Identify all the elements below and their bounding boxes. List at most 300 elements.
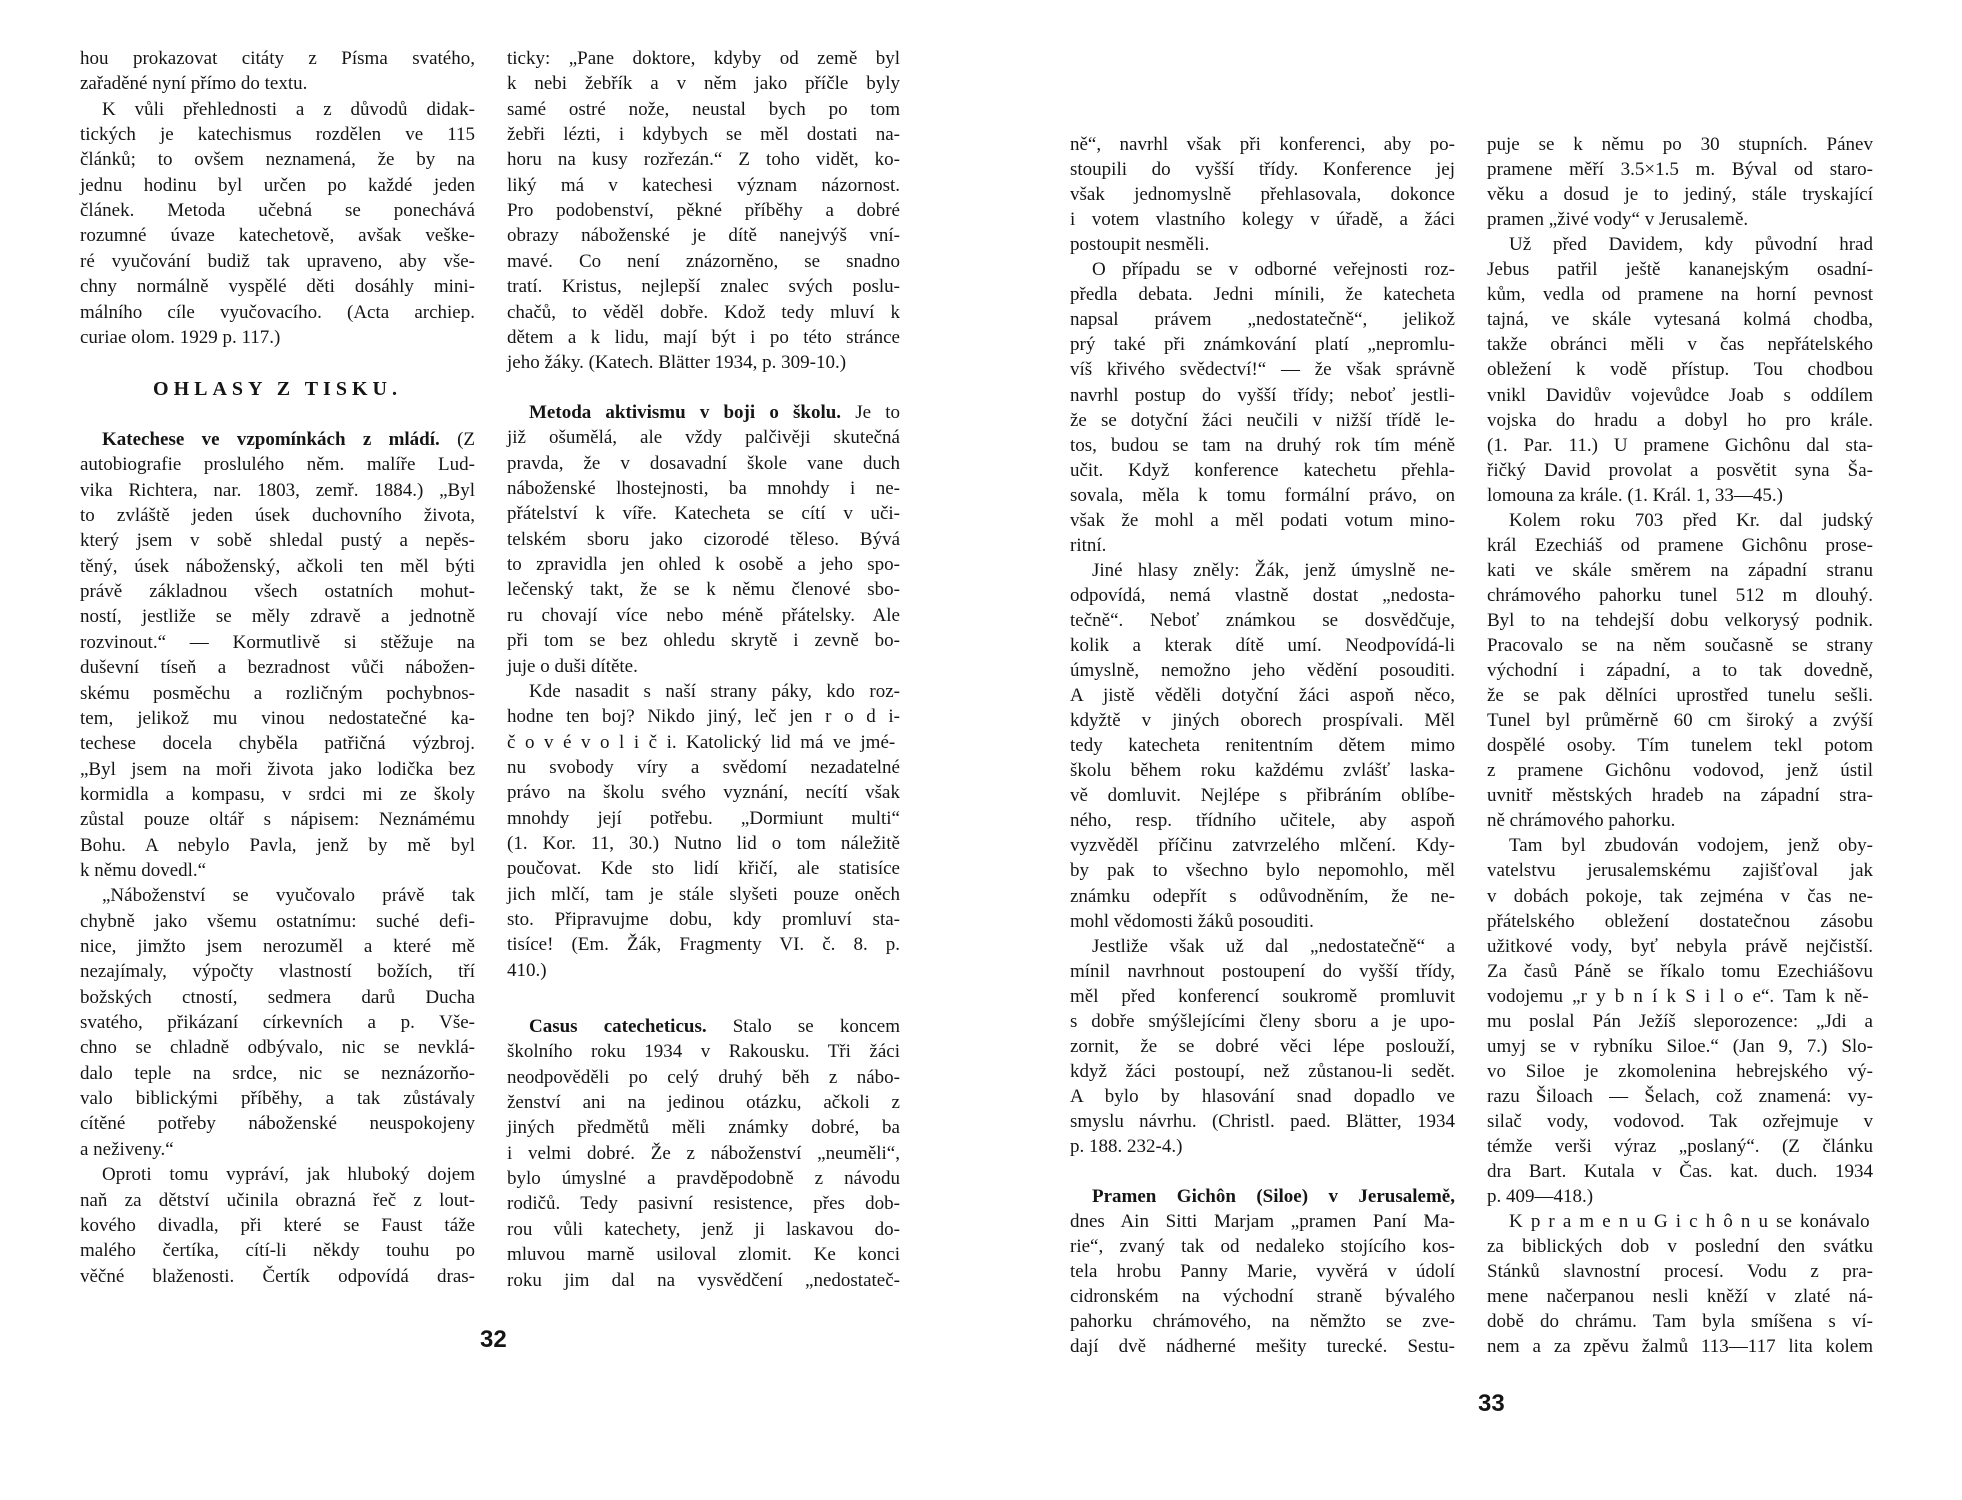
line-text bbox=[1070, 1334, 1455, 1359]
line-body: rou vůli katechety, jenž ji laskavou do- bbox=[507, 1218, 900, 1240]
text-line bbox=[1070, 282, 1455, 307]
line-text bbox=[1070, 458, 1455, 483]
line-body: „Náboženství se vyučovalo právě tak bbox=[102, 885, 475, 907]
text-line bbox=[1487, 1034, 1873, 1059]
line-text bbox=[1070, 1059, 1455, 1084]
line-body: žebři lézti, i kdybych se měl dostati na- bbox=[507, 124, 900, 146]
line-body: Pro podobenství, pěkné příběhy a dobré bbox=[507, 200, 900, 222]
line-body: puje se k němu po 30 stupních. Pánev bbox=[1487, 134, 1873, 155]
line-body: tem, jelikož mu vinou nedostatečné ka- bbox=[80, 707, 475, 729]
line-body: vyzvěděl příčinu zatvrzelého mlčení. Kdy- bbox=[1070, 835, 1455, 857]
line-body: mavé. Co není znázorněno, se snadno bbox=[507, 250, 900, 272]
line-text bbox=[1070, 508, 1455, 533]
line-body: lomouna za krále. (1. Král. 1, 33—45.) bbox=[1487, 484, 1783, 506]
line-text bbox=[1070, 1134, 1182, 1159]
line-body: razu Šiloach — Šelach, což znamená: vy- bbox=[1487, 1085, 1873, 1107]
text-line bbox=[1070, 408, 1455, 433]
text-line bbox=[1509, 508, 1873, 533]
text-line bbox=[1070, 207, 1455, 232]
line-body: článek. Metoda učebná se ponechává bbox=[80, 200, 475, 222]
line-body: kormidla a kompasu, v srdci mi ze školy bbox=[80, 783, 475, 805]
line-text bbox=[1487, 1009, 1873, 1034]
line-text bbox=[1070, 783, 1455, 808]
bold-lead-in: Katechese ve vzpomínkách z mládí. bbox=[102, 429, 440, 450]
line-text bbox=[1487, 1334, 1873, 1359]
line-body: silač vody, vodovod. Tak ozřejmuje v bbox=[1487, 1110, 1873, 1132]
line-body: kům, vedla od pramene na horní pevnost bbox=[1487, 284, 1873, 306]
line-body: skému posměchu a rozličným pochybnos- bbox=[80, 682, 475, 704]
line-text bbox=[1070, 483, 1455, 508]
text-line bbox=[1070, 1259, 1455, 1284]
text-line bbox=[1070, 808, 1455, 833]
text-line bbox=[1509, 833, 1873, 858]
line-text bbox=[1487, 1259, 1873, 1284]
line-body: by pak to všechno bylo nepomohlo, měl bbox=[1070, 860, 1455, 882]
text-line bbox=[1487, 1284, 1873, 1309]
line-body: uvnitř městských hradeb na západní stra- bbox=[1487, 785, 1873, 807]
line-text bbox=[1487, 1184, 1593, 1209]
line-body: mnohdy její potřebu. „Dormiunt multi“ bbox=[507, 807, 900, 829]
line-body: při tom se bez ohledu skrytě i zevně bo- bbox=[507, 630, 900, 652]
line-body: (1. Kor. 11, 30.) Nutno lid o tom náležitě bbox=[507, 832, 900, 854]
line-body: Jebus patřil ještě kananejským osadní- bbox=[1487, 259, 1873, 281]
line-text bbox=[1070, 909, 1314, 934]
line-body: hodne ten boj? Nikdo jiný, leč jen r o d i- bbox=[507, 706, 900, 728]
line-text bbox=[1487, 984, 1869, 1009]
text-line bbox=[1070, 884, 1455, 909]
line-text bbox=[1070, 608, 1455, 633]
line-text bbox=[1487, 583, 1873, 608]
line-text bbox=[1487, 1059, 1873, 1084]
line-text bbox=[1487, 608, 1873, 633]
line-body: učit. Když konference katechetu přehla- bbox=[1070, 459, 1455, 481]
line-body: přátelství k víře. Katecheta se cítí v uči- bbox=[507, 503, 900, 525]
text-line bbox=[1487, 959, 1873, 984]
line-body: ženství ani na jedinou otázku, ačkoli z bbox=[507, 1092, 900, 1114]
line-body: Kde nasadit s naší strany páky, kdo roz- bbox=[529, 680, 900, 702]
line-body: mohl vědomosti žáků posouditi. bbox=[1070, 910, 1314, 932]
line-body: předla debata. Jedni mínili, že katecheta bbox=[1070, 284, 1455, 306]
line-body: že se pak dělníci uprostřed tunelu sešli. bbox=[1487, 685, 1873, 707]
line-body: tisíce! (Em. Žák, Fragmenty VI. č. 8. p. bbox=[507, 934, 900, 956]
text-line bbox=[1487, 357, 1873, 382]
line-body: Je to bbox=[841, 402, 900, 423]
text-line bbox=[1070, 758, 1455, 783]
page-number: 33 bbox=[1478, 1390, 1505, 1417]
line-body: kati ve skále směrem na západní stranu bbox=[1487, 559, 1873, 581]
line-body: horu na kusy rozřezán.“ Z toho vidět, ko- bbox=[507, 149, 900, 171]
line-body: nem a za zpěvu žalmů 113—117 lita kolem bbox=[1487, 1336, 1873, 1358]
text-line bbox=[1070, 708, 1455, 733]
text-line bbox=[1070, 1309, 1455, 1334]
line-body: božských ctností, sedmera darů Ducha bbox=[80, 986, 475, 1008]
line-body: malého čertíka, cítí-li někdy touhu po bbox=[80, 1240, 475, 1262]
text-line bbox=[1487, 683, 1873, 708]
text-line bbox=[1487, 783, 1873, 808]
line-body: málního cíle vyučovacího. (Acta archiep. bbox=[80, 301, 475, 323]
text-line bbox=[1487, 1259, 1873, 1284]
line-text bbox=[1487, 433, 1873, 458]
line-body: takže obránci měli v čas nepřátelského bbox=[1487, 334, 1873, 356]
line-body: tela hrobu Panny Marie, vyvěrá v údolí bbox=[1070, 1261, 1455, 1283]
line-body: jednu hodinu byl určen po každé jeden bbox=[80, 174, 475, 196]
line-body: úmyslně, nemožno jeho vědění posouditi. bbox=[1070, 660, 1455, 682]
line-text bbox=[1487, 282, 1873, 307]
line-body: ru chovají více nebo méně přátelsky. Ale bbox=[507, 604, 900, 626]
line-body: tečně“. Neboť známkou se dosvědčuje, bbox=[1070, 609, 1455, 631]
text-line bbox=[1070, 583, 1455, 608]
line-body: nezajímaly, výpočty vlastností božích, tří bbox=[80, 961, 475, 983]
line-body: jeho žáky. (Katech. Blätter 1934, p. 309-10.) bbox=[507, 352, 847, 374]
text-line bbox=[1070, 332, 1455, 357]
line-text bbox=[1070, 282, 1455, 307]
text-line bbox=[1070, 608, 1455, 633]
text-line bbox=[1070, 433, 1455, 458]
line-body: (Z bbox=[439, 429, 476, 450]
line-body: za biblických dob v poslední den svátku bbox=[1487, 1236, 1873, 1258]
line-text bbox=[1487, 683, 1873, 708]
text-line bbox=[1070, 783, 1455, 808]
line-text bbox=[1487, 1159, 1873, 1184]
line-body: ticky: „Pane doktore, kdyby od země byl bbox=[507, 48, 900, 69]
text-line bbox=[1487, 909, 1873, 934]
line-text bbox=[1487, 1284, 1873, 1309]
line-body: bylo úmyslné a pravděpodobně z návodu bbox=[507, 1168, 900, 1190]
text-line bbox=[1487, 1184, 1593, 1209]
line-text bbox=[1487, 909, 1873, 934]
line-text bbox=[1487, 658, 1873, 683]
text-line bbox=[1487, 282, 1873, 307]
line-body: zařaděné nyní přímo do textu. bbox=[80, 73, 308, 95]
line-body: postoupit nesměli. bbox=[1070, 234, 1210, 256]
line-text bbox=[1487, 884, 1873, 909]
text-line bbox=[1092, 1184, 1455, 1209]
line-body: jich mlčí, tam je stále slyšeti pouze oněch bbox=[507, 883, 900, 905]
line-body: vnikl Davidův vojevůdce Joab s oddílem bbox=[1487, 384, 1873, 406]
line-text bbox=[1487, 1109, 1873, 1134]
line-text bbox=[1487, 182, 1873, 207]
text-line bbox=[1070, 1234, 1455, 1259]
text-line bbox=[1070, 1059, 1455, 1084]
line-body: mínil navrhnout postoupení do vyšší třídy, bbox=[1070, 960, 1455, 982]
line-body: smyslu návrhu. (Christl. paed. Blätter, 1934 bbox=[1070, 1110, 1455, 1132]
right-page-column-2 bbox=[1487, 0, 1873, 1500]
line-text bbox=[1070, 408, 1455, 433]
line-body: ré vyučování budiž tak upraveno, aby vše- bbox=[80, 250, 475, 272]
line-body: Stalo se koncem bbox=[706, 1016, 901, 1037]
line-body: Pracovalo se na něm současně se strany bbox=[1487, 635, 1873, 656]
text-line bbox=[1070, 182, 1455, 207]
line-text bbox=[1070, 833, 1455, 858]
text-line bbox=[1070, 508, 1455, 533]
text-line bbox=[1070, 232, 1209, 257]
line-text bbox=[1092, 257, 1455, 282]
line-body: době do chrámu. Tam byla smíšena s ví- bbox=[1487, 1311, 1873, 1333]
line-body: kdyžtě v jiných oborech prospívali. Měl bbox=[1070, 710, 1455, 732]
line-body: a neživeny.“ bbox=[80, 1138, 174, 1160]
line-text bbox=[1487, 332, 1873, 357]
line-text bbox=[1487, 157, 1873, 182]
line-text bbox=[1070, 533, 1106, 558]
line-body: pravda, že v dosavadní škole vane duch bbox=[507, 452, 900, 474]
line-body: poučovat. Kde sto lidí křičí, ale statisíce bbox=[507, 858, 900, 880]
line-text bbox=[1487, 783, 1873, 808]
line-text bbox=[1487, 959, 1873, 984]
line-body: tedy katecheta renitentním dětem mimo bbox=[1070, 735, 1455, 757]
line-body: článků; to ovšem neznamená, že by na bbox=[80, 149, 475, 171]
line-body: ného, resp. třídního učitele, aby aspoň bbox=[1070, 810, 1455, 832]
line-body: pahorku chrámového, na němžto se zve- bbox=[1070, 1311, 1455, 1333]
text-line bbox=[1487, 1134, 1873, 1159]
line-text bbox=[1070, 132, 1455, 157]
line-text bbox=[1487, 633, 1873, 658]
line-body: právě základnou všech ostatních mohut- bbox=[80, 581, 475, 603]
line-body: rodičů. Tedy pasivní resistence, přes dob- bbox=[507, 1193, 900, 1215]
text-line bbox=[1487, 458, 1873, 483]
line-body: školního roku 1934 v Rakousku. Tři žáci bbox=[507, 1041, 900, 1063]
text-line bbox=[1509, 1209, 1870, 1234]
text-line bbox=[1487, 207, 1748, 232]
line-text bbox=[1070, 808, 1455, 833]
line-body: A jistě věděli dotyční žáci aspoň něco, bbox=[1070, 685, 1455, 707]
line-body: curiae olom. 1929 p. 117.) bbox=[80, 326, 281, 348]
line-body: Stánků slavnostní procesí. Vodu z pra- bbox=[1487, 1261, 1873, 1283]
text-line bbox=[1487, 1084, 1873, 1109]
text-line bbox=[1487, 433, 1873, 458]
text-line bbox=[1487, 633, 1873, 658]
line-text bbox=[1487, 1234, 1873, 1259]
text-line bbox=[1070, 984, 1455, 1009]
line-body: víš křivého svědectví!“ — že však správně bbox=[1070, 359, 1455, 381]
line-body: navrhl postup do vyšší třídy; neboť jestli- bbox=[1070, 384, 1455, 406]
text-line bbox=[1070, 658, 1455, 683]
line-body: věku a dosud je to jediný, stále tryskající bbox=[1487, 184, 1873, 206]
line-body: ritní. bbox=[1070, 534, 1107, 556]
text-line bbox=[1070, 959, 1455, 984]
line-body: hou prokazovat citáty z Písma svatého, bbox=[80, 48, 475, 69]
line-body: valo biblickými příběhy, a tak zůstávaly bbox=[80, 1088, 475, 1110]
text-line bbox=[1070, 833, 1455, 858]
line-text bbox=[1070, 433, 1455, 458]
line-body: Kolem roku 703 před Kr. dal judský bbox=[1509, 509, 1873, 531]
line-text bbox=[1070, 1209, 1455, 1234]
line-body: ně chrámového pahorku. bbox=[1487, 810, 1676, 832]
line-body: dospělé osoby. Tím tunelem tekl potom bbox=[1487, 735, 1873, 757]
line-text bbox=[1070, 1234, 1455, 1259]
text-line bbox=[1070, 1084, 1455, 1109]
text-line bbox=[1509, 232, 1873, 257]
line-body: tických je katechismus rozdělen ve 115 bbox=[80, 124, 475, 146]
line-body: nu svobody víry a svědomí nezadatelné bbox=[507, 756, 900, 778]
line-body: sto. Připravujme dobu, kdy promluví sta- bbox=[507, 909, 900, 930]
text-line bbox=[1487, 1059, 1873, 1084]
line-text bbox=[1070, 984, 1455, 1009]
line-body: mluvou marně usiloval zlomit. Ke konci bbox=[507, 1244, 900, 1266]
line-body: král Ezechiáš od pramene Gichônu prose- bbox=[1487, 534, 1873, 556]
line-body: řičký David provolat a posvětit syna Ša- bbox=[1487, 459, 1873, 481]
line-body: 410.) bbox=[507, 959, 547, 981]
line-body: „Byl jsem na moři života jako lodička bez bbox=[80, 758, 475, 780]
line-body: Bohu. A nebylo Pavla, jenž by mě byl bbox=[80, 834, 475, 856]
line-body: když žáci postoupí, než zůstanou-li sedět. bbox=[1070, 1060, 1455, 1082]
line-text bbox=[1487, 408, 1873, 433]
line-text bbox=[1070, 357, 1455, 382]
line-body: telském sboru jako cizorodé těleso. Bývá bbox=[507, 528, 900, 550]
line-text bbox=[1070, 307, 1455, 332]
line-body: Už před Davidem, kdy původní hrad bbox=[1509, 234, 1873, 256]
text-line bbox=[1487, 1234, 1873, 1259]
line-body: jiných předmětů měli známky dobré, ba bbox=[507, 1117, 900, 1139]
line-body: kolik a kterak dítě umí. Neodpovídá-li bbox=[1070, 635, 1455, 656]
line-text bbox=[1487, 858, 1873, 883]
line-body: i velmi dobré. Že z náboženství „neuměli“, bbox=[507, 1142, 900, 1164]
line-text bbox=[1487, 1309, 1873, 1334]
line-body: samé ostré nože, neustal bych po tom bbox=[507, 98, 900, 120]
line-text bbox=[1070, 182, 1455, 207]
line-body: tratí. Kristus, nejlepší znalec svých poslu- bbox=[507, 276, 900, 298]
text-line bbox=[1487, 733, 1873, 758]
text-line bbox=[1070, 1009, 1455, 1034]
line-body: témže verši výraz „poslaný“. (Z článku bbox=[1487, 1136, 1873, 1157]
line-body: chno se chladně odbývalo, nic se nevklá- bbox=[80, 1037, 475, 1059]
text-line bbox=[1487, 1159, 1873, 1184]
line-body: chybně jako všemu ostatnímu: suché defi- bbox=[80, 910, 475, 932]
line-text bbox=[1487, 558, 1873, 583]
line-text bbox=[1070, 1084, 1455, 1109]
line-body: rozvinout.“ — Kormutlivě si stěžuje na bbox=[80, 631, 475, 653]
line-text bbox=[1487, 307, 1873, 332]
text-line bbox=[1070, 1134, 1182, 1159]
line-text bbox=[1070, 1259, 1455, 1284]
line-body: napsal právem „nedostatečně“, jelikož bbox=[1070, 309, 1455, 331]
line-body: vo Siloe je zkomolenina hebrejského vý- bbox=[1487, 1060, 1873, 1082]
line-body: A bylo by hlasování snad dopadlo ve bbox=[1070, 1085, 1455, 1107]
line-text bbox=[1070, 683, 1455, 708]
line-text bbox=[1487, 132, 1873, 157]
line-body: k nebi žebřík a v něm jako příčle byly bbox=[507, 73, 900, 95]
line-body: obležení k vodě přístup. Tou chodbou bbox=[1487, 359, 1873, 381]
line-body: vojska do hradu a dobyl ho pro krále. bbox=[1487, 409, 1873, 431]
line-body: obrazy náboženské je dítě nanejvýš vní- bbox=[507, 225, 900, 247]
text-line bbox=[1487, 658, 1873, 683]
line-text bbox=[1509, 833, 1873, 858]
line-body: tos, budou se tam na druhý rok tím méně bbox=[1070, 434, 1455, 456]
text-line bbox=[1487, 533, 1873, 558]
line-body: Tam byl zbudován vodojem, jenž oby- bbox=[1509, 835, 1873, 857]
line-text bbox=[1070, 658, 1455, 683]
line-body: prý také při známkování platí „nepromlu- bbox=[1070, 334, 1455, 356]
text-line bbox=[1487, 383, 1873, 408]
line-body: těný, úsek náboženský, ačkoli ten měl býti bbox=[80, 555, 475, 577]
text-line bbox=[1487, 132, 1873, 157]
line-text bbox=[1070, 207, 1455, 232]
line-body: i votem vlastního kolegy v úřadě, a žáci bbox=[1070, 209, 1455, 231]
line-body: K p r a m e n u G i c h ô n u se konávalo bbox=[1509, 1211, 1870, 1233]
line-text bbox=[1092, 934, 1455, 959]
line-body: odpovídá, nemá vlastně dostat „nedosta- bbox=[1070, 584, 1455, 606]
line-text bbox=[1070, 733, 1455, 758]
line-body: (1. Par. 11.) U pramene Gichônu dal sta- bbox=[1487, 434, 1873, 456]
line-text bbox=[1070, 708, 1455, 733]
line-body: sovala, měla k tomu formální právo, on bbox=[1070, 484, 1455, 506]
line-body: vě domluvit. Nejlépe s přibráním oblíbe- bbox=[1070, 785, 1455, 807]
line-text bbox=[1070, 858, 1455, 883]
text-line bbox=[1070, 157, 1455, 182]
line-body: chrámového pahorku tunel 512 m dlouhý. bbox=[1487, 584, 1873, 606]
text-line bbox=[1487, 483, 1783, 508]
line-text bbox=[1487, 808, 1675, 833]
text-line bbox=[1487, 408, 1873, 433]
line-text bbox=[1487, 458, 1873, 483]
text-line bbox=[1487, 808, 1675, 833]
line-text bbox=[1487, 483, 1783, 508]
line-body: vodojemu „r y b n í k S i l o e“. Tam k ně- bbox=[1487, 985, 1869, 1007]
text-line bbox=[1487, 1009, 1873, 1034]
line-body: duševní tíseň a bezradnost vůči nábožen- bbox=[80, 657, 475, 679]
line-body: stoupili do vyšší třídy. Konference jej bbox=[1070, 159, 1455, 181]
text-line bbox=[1487, 257, 1873, 282]
text-line bbox=[1487, 157, 1873, 182]
line-text bbox=[1509, 508, 1873, 533]
line-text bbox=[1070, 758, 1455, 783]
line-text bbox=[1487, 934, 1873, 959]
line-text bbox=[1509, 232, 1873, 257]
line-body: chny normálně vyspělé děti dosáhly mini- bbox=[80, 276, 475, 298]
line-body: věčné blaženosti. Čertík odpovídá dras- bbox=[80, 1265, 475, 1287]
line-text bbox=[1070, 633, 1455, 658]
line-body: dají dvě nádherné mešity turecké. Sestu- bbox=[1070, 1336, 1455, 1358]
text-line bbox=[1070, 132, 1455, 157]
line-body: cítěné potřeby náboženské neuspokojeny bbox=[80, 1113, 475, 1135]
line-text bbox=[1487, 1134, 1873, 1159]
line-text bbox=[1487, 357, 1873, 382]
text-line bbox=[1070, 357, 1455, 382]
line-body: naň za dětství učinila obrazná řeč z lout- bbox=[80, 1189, 475, 1211]
line-body: nice, jimžto jsem nerozuměl a které mě bbox=[80, 936, 475, 957]
line-body: Byl to na tehdejší dobu velkorysý podnik. bbox=[1487, 609, 1873, 631]
text-line bbox=[1092, 934, 1455, 959]
line-body: Jestliže však už dal „nedostatečně“ a bbox=[1092, 935, 1455, 957]
text-line bbox=[1487, 708, 1873, 733]
line-body: dalo teple na srdce, nic se neznázorňo- bbox=[80, 1062, 475, 1084]
right-page-column-1 bbox=[1070, 0, 1455, 1500]
text-line bbox=[1487, 182, 1873, 207]
line-body: však že mohl a měl podati votum mino- bbox=[1070, 509, 1455, 531]
line-body: měl před konferencí soukromě promluvit bbox=[1070, 985, 1455, 1007]
text-line bbox=[1092, 558, 1455, 583]
line-text bbox=[1487, 383, 1873, 408]
text-line bbox=[1487, 758, 1873, 783]
line-body: cidronském na východní straně bývalého bbox=[1070, 1286, 1455, 1308]
line-body: náboženské lhostejnosti, ba mnohdy i ne- bbox=[507, 478, 900, 500]
line-body: lečenský takt, že se k němu členové sbo- bbox=[507, 579, 900, 601]
line-body: východní i západní, a to tak dovedně, bbox=[1487, 660, 1873, 682]
line-body: pramene měří 3.5×1.5 m. Býval od staro- bbox=[1487, 159, 1873, 181]
line-text bbox=[1070, 583, 1455, 608]
line-text bbox=[1070, 232, 1209, 257]
text-line bbox=[1070, 1109, 1455, 1134]
line-body: p. 188. 232-4.) bbox=[1070, 1136, 1183, 1157]
line-body: k němu dovedl.“ bbox=[80, 859, 207, 881]
line-body: K vůli přehlednosti a z důvodů didak- bbox=[102, 98, 475, 120]
line-text bbox=[1070, 383, 1455, 408]
line-text bbox=[1070, 1284, 1455, 1309]
line-text bbox=[1070, 332, 1455, 357]
text-line bbox=[1070, 683, 1455, 708]
line-body: Za časů Páně se říkalo tomu Ezechiášovu bbox=[1487, 960, 1873, 982]
line-text bbox=[1092, 1184, 1455, 1209]
line-body: rie“, zvaný tak od nedaleko stojícího kos- bbox=[1070, 1236, 1455, 1258]
